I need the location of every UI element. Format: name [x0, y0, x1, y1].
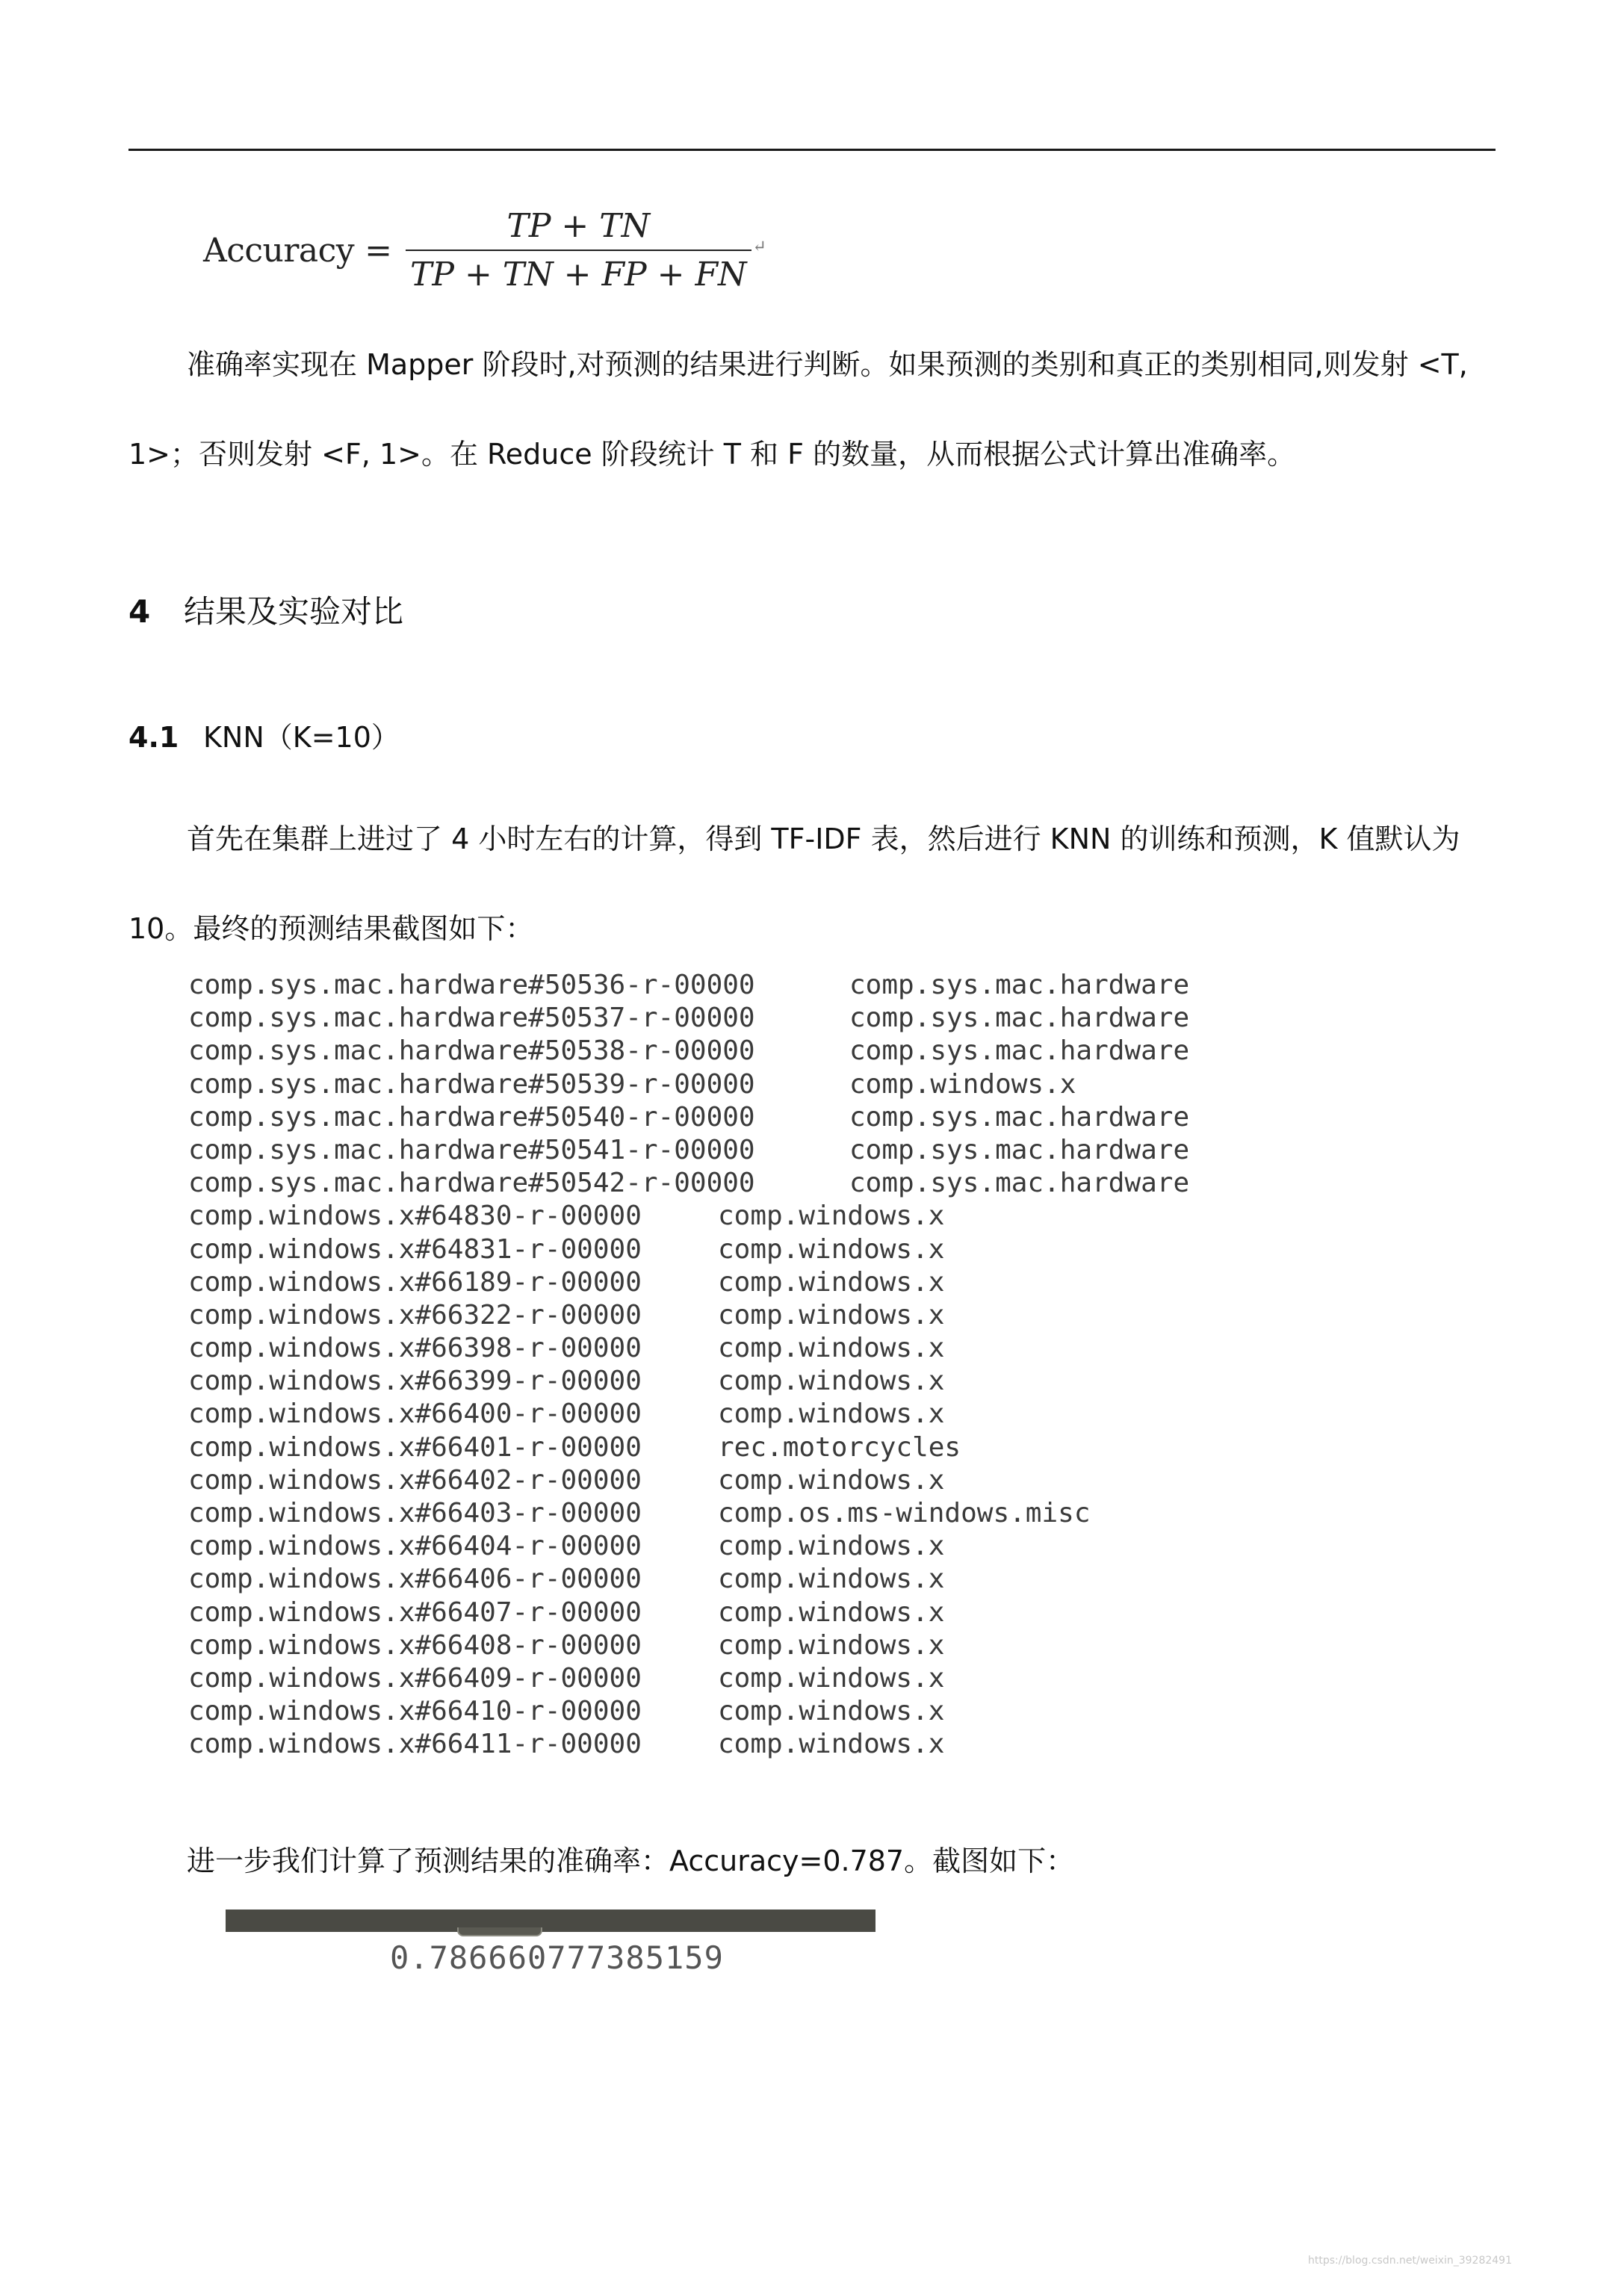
document-id: comp.windows.x#66407-r-00000: [188, 1596, 642, 1628]
formula-fraction: [406, 207, 751, 294]
predicted-class: comp.windows.x: [718, 1333, 945, 1364]
accuracy-paragraph-line2: 1>；否则发射 <F, 1>。在 Reduce 阶段统计 T 和 F 的数量，从而根据公式计算出准确率。: [128, 438, 1296, 471]
return-mark-icon: ↵: [752, 238, 766, 256]
document-id: comp.sys.mac.hardware#50538-r-00000: [188, 1035, 755, 1067]
formula-numerator: TP + TN: [506, 207, 651, 245]
document-id: comp.windows.x#66189-r-00000: [188, 1266, 642, 1298]
subsection-title: KNN（K=10）: [203, 721, 400, 754]
section-number: 4: [128, 593, 151, 630]
subsection-number: 4.1: [128, 721, 179, 754]
document-id: comp.windows.x#66404-r-00000: [188, 1531, 642, 1562]
predicted-class: comp.sys.mac.hardware: [849, 1003, 1190, 1034]
terminal-tab: [457, 1927, 542, 1936]
accuracy-screenshot: [226, 1910, 875, 1984]
predicted-class: comp.windows.x: [718, 1399, 945, 1430]
result-paragraph: 进一步我们计算了预测结果的准确率：Accuracy=0.787。截图如下：: [187, 1845, 1075, 1877]
document-id: comp.windows.x#66400-r-00000: [188, 1399, 642, 1430]
predicted-class: comp.windows.x: [718, 1366, 945, 1397]
formula-denominator: TP + TN + FP + FN: [410, 255, 747, 294]
document-id: comp.windows.x#66409-r-00000: [188, 1662, 642, 1694]
document-id: comp.windows.x#66398-r-00000: [188, 1333, 642, 1364]
terminal-title-bar: [226, 1910, 875, 1932]
predicted-class: comp.sys.mac.hardware: [849, 1035, 1190, 1067]
document-id: comp.sys.mac.hardware#50537-r-00000: [188, 1003, 755, 1034]
knn-paragraph-line2: 10。最终的预测结果截图如下：: [128, 912, 534, 945]
document-id: comp.sys.mac.hardware#50542-r-00000: [188, 1168, 755, 1199]
watermark-url: https://blog.csdn.net/weixin_39282491: [1307, 2255, 1512, 2267]
predicted-class: comp.sys.mac.hardware: [849, 970, 1190, 1000]
predicted-class: comp.windows.x: [718, 1464, 945, 1496]
predicted-class: rec.motorcycles: [718, 1431, 961, 1463]
section-heading-4-1: [128, 720, 400, 755]
document-id: comp.sys.mac.hardware#50539-r-00000: [188, 1068, 755, 1100]
document-id: comp.windows.x#66406-r-00000: [188, 1564, 642, 1595]
accuracy-formula: [203, 202, 766, 299]
predicted-class: comp.windows.x: [718, 1729, 945, 1760]
predicted-class: comp.windows.x: [718, 1696, 945, 1727]
document-id: comp.windows.x#66408-r-00000: [188, 1629, 642, 1661]
predicted-class: comp.windows.x: [718, 1299, 945, 1331]
predicted-class: comp.windows.x: [718, 1629, 945, 1661]
accuracy-value: 0.786660777385159: [390, 1939, 724, 1976]
section-heading-4: [128, 593, 403, 631]
formula-equals: =: [365, 231, 393, 270]
predicted-class: comp.windows.x: [718, 1266, 945, 1298]
predicted-class: comp.sys.mac.hardware: [849, 1134, 1190, 1165]
document-id: comp.sys.mac.hardware#50541-r-00000: [188, 1134, 755, 1165]
predicted-class: comp.os.ms-windows.misc: [718, 1498, 1091, 1529]
document-id: comp.windows.x#66403-r-00000: [188, 1498, 642, 1529]
document-id: comp.windows.x#66410-r-00000: [188, 1696, 642, 1727]
document-id: comp.windows.x#66399-r-00000: [188, 1366, 642, 1397]
predicted-class: comp.windows.x: [718, 1564, 945, 1595]
page-top-rule: [128, 149, 1496, 151]
section-title: 结果及实验对比: [184, 593, 404, 630]
document-id: comp.windows.x#66322-r-00000: [188, 1299, 642, 1331]
formula-lhs: Accuracy: [203, 231, 355, 270]
predicted-class: comp.windows.x: [718, 1531, 945, 1562]
predicted-class: comp.windows.x: [718, 1233, 945, 1265]
predicted-class: comp.sys.mac.hardware: [849, 1101, 1190, 1133]
document-id: comp.sys.mac.hardware#50540-r-00000: [188, 1101, 755, 1133]
predicted-class: comp.windows.x: [718, 1662, 945, 1694]
accuracy-paragraph-line1: 准确率实现在 Mapper 阶段时,对预测的结果进行判断。如果预测的类别和真正的类别相同,则发射 <T,: [187, 348, 1468, 381]
predicted-class: comp.sys.mac.hardware: [849, 1168, 1190, 1199]
document-id: comp.windows.x#64831-r-00000: [188, 1233, 642, 1265]
knn-paragraph-line1: 首先在集群上进过了 4 小时左右的计算，得到 TF-IDF 表，然后进行 KNN 的训练和预测，K 值默认为: [187, 823, 1460, 855]
document-id: comp.windows.x#66401-r-00000: [188, 1431, 642, 1463]
predicted-class: comp.windows.x: [718, 1596, 945, 1628]
document-id: comp.sys.mac.hardware#50536-r-00000: [188, 970, 755, 1000]
predicted-class: comp.windows.x: [849, 1068, 1076, 1100]
document-id: comp.windows.x#66411-r-00000: [188, 1729, 642, 1760]
document-id: comp.windows.x#66402-r-00000: [188, 1464, 642, 1496]
predicted-class: comp.windows.x: [718, 1201, 945, 1232]
document-id: comp.windows.x#64830-r-00000: [188, 1201, 642, 1232]
